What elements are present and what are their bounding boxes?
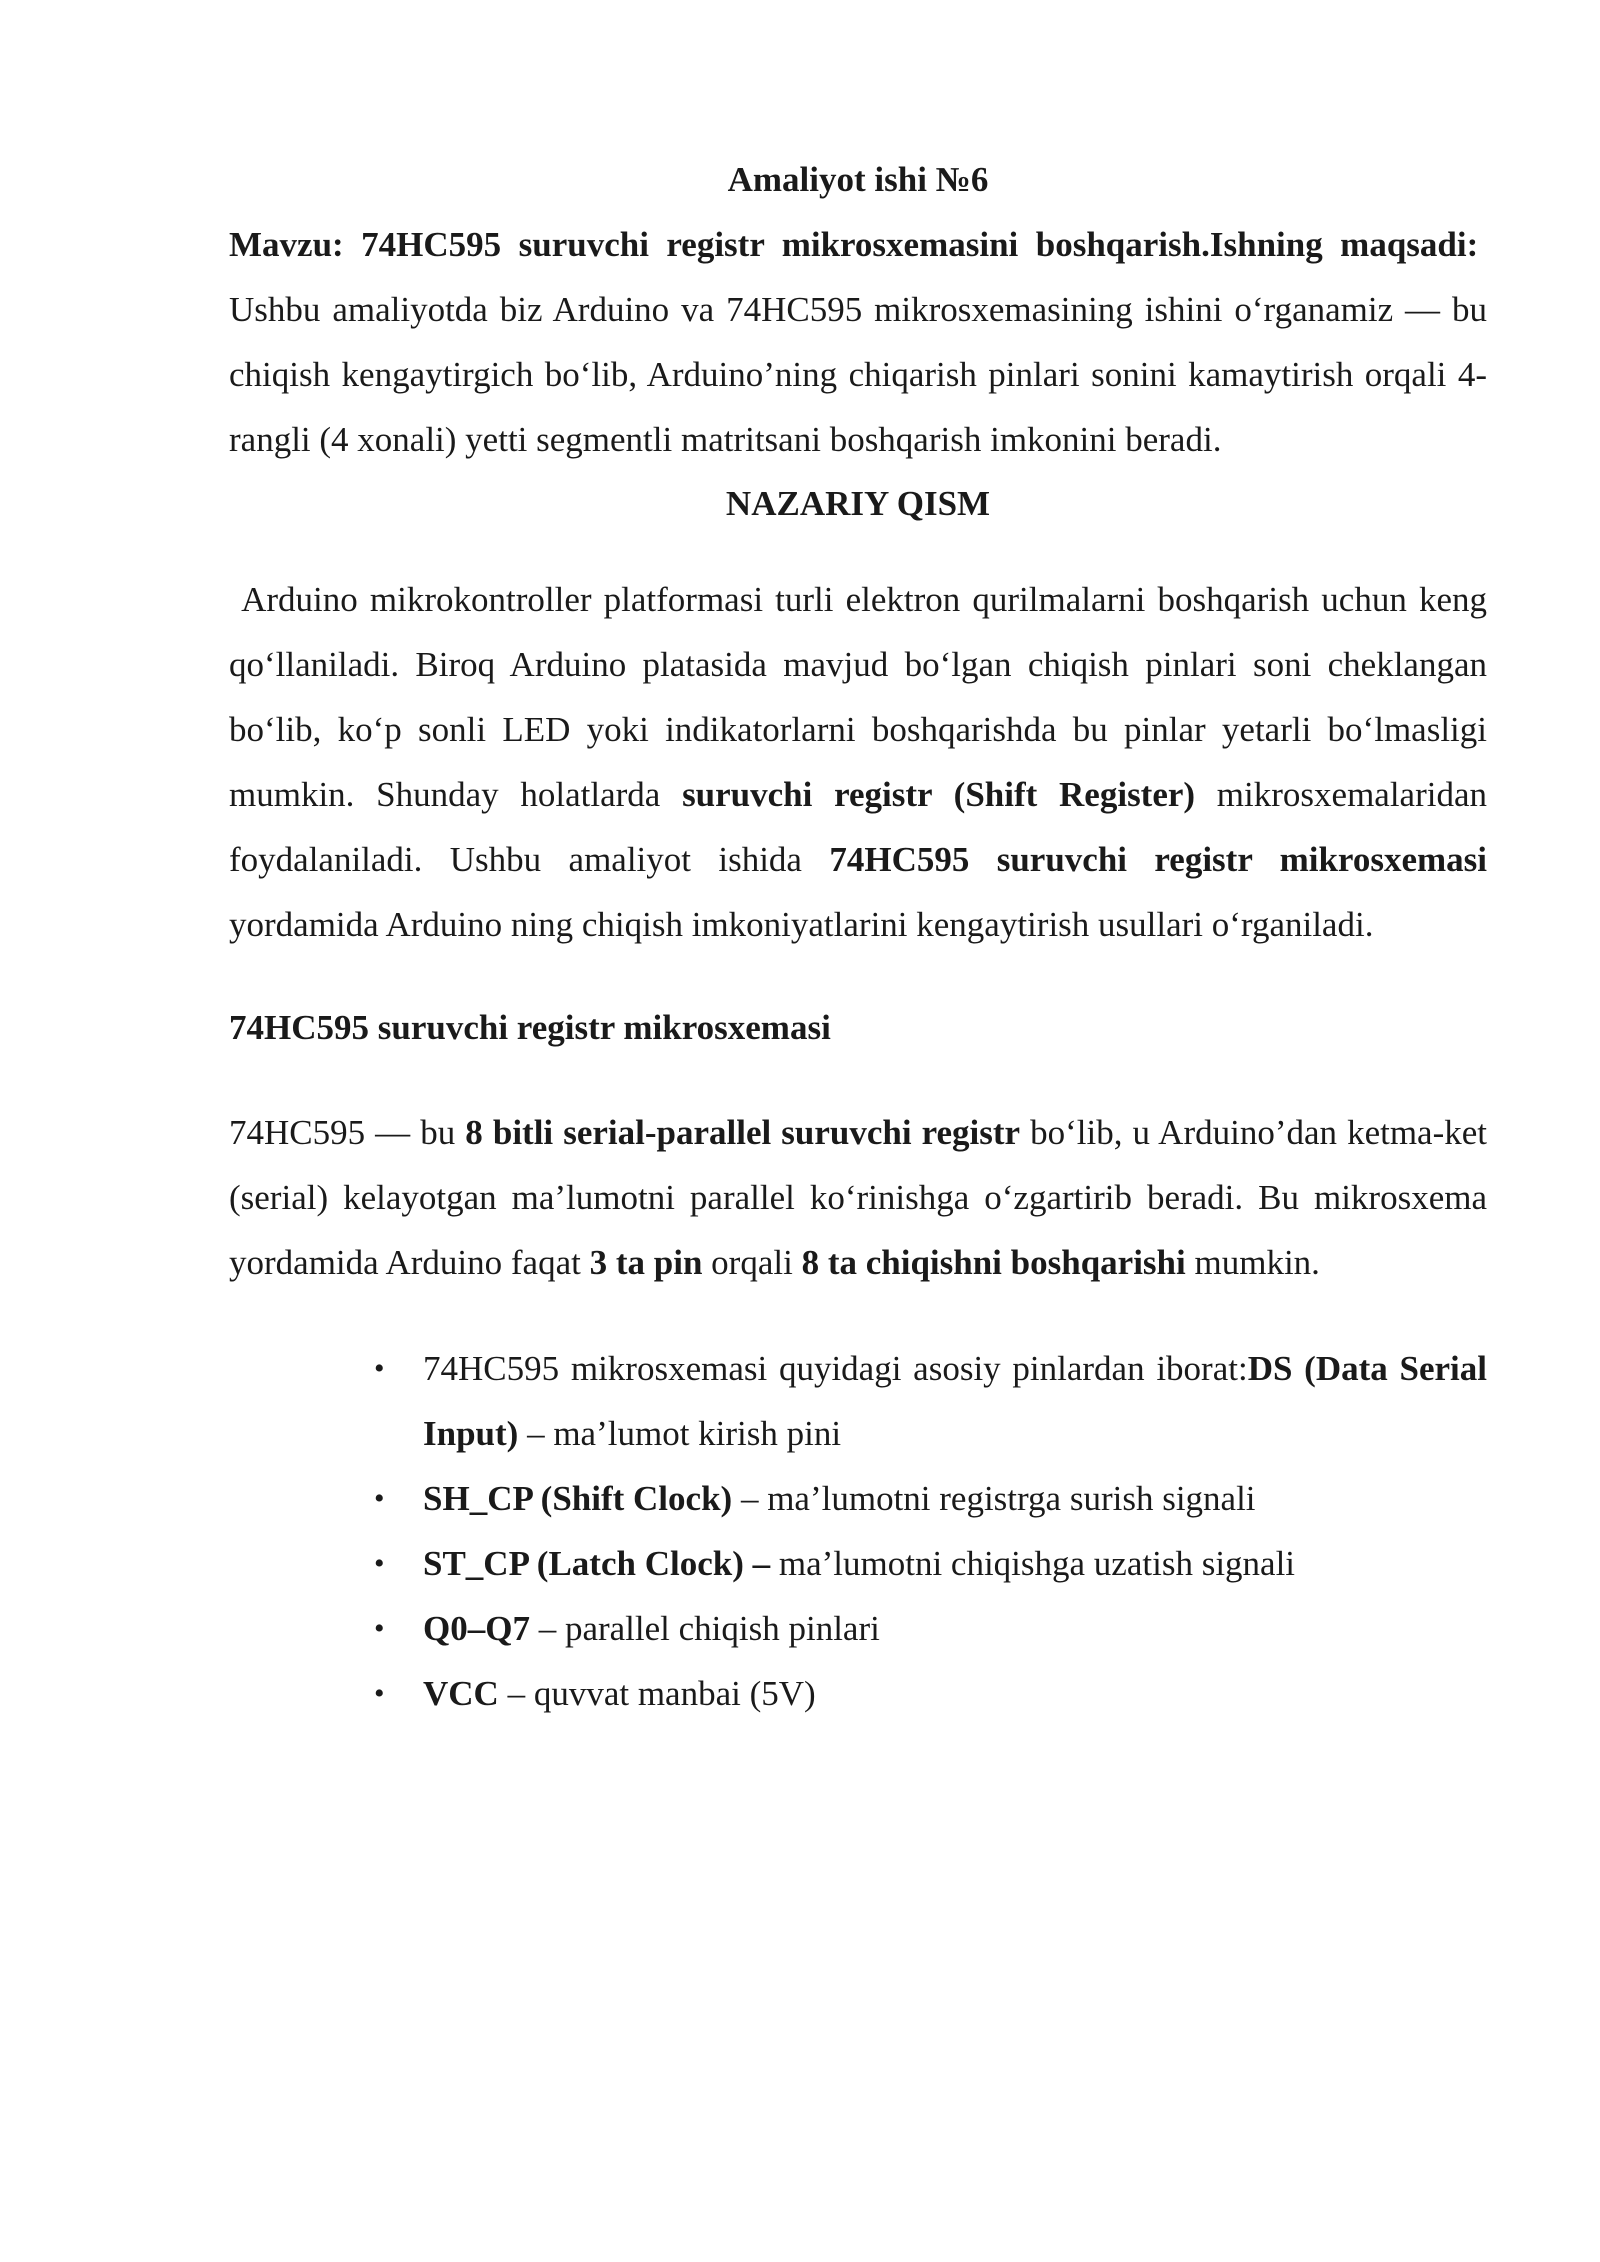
- list-item-rest: – ma’lumotni registrga surish signali: [732, 1479, 1256, 1518]
- topic-text: 74HC595 suruvchi registr mikrosxemasini boshqarish.: [361, 225, 1210, 264]
- bullet-icon: •: [374, 1612, 385, 1645]
- list-item: [374, 1466, 1487, 1531]
- desc-text-4: mumkin.: [1185, 1243, 1320, 1282]
- bullet-icon: •: [374, 1482, 385, 1515]
- list-item: [374, 1661, 1487, 1726]
- spacer: [229, 957, 1487, 996]
- desc-text-3: orqali: [702, 1243, 802, 1282]
- section-heading: NAZARIY QISM: [725, 484, 991, 523]
- list-item-rest: – parallel chiqish pinlari: [529, 1609, 880, 1648]
- list-item: [374, 1336, 1487, 1466]
- list-item-bold: ST_CP (Latch Clock) –: [423, 1544, 771, 1583]
- topic-paragraph: [229, 212, 1487, 472]
- intro-text-3: yordamida Arduino ning chiqish imkoniyatlarini kengaytirish usullari o‘rganiladi.: [229, 905, 1374, 944]
- spacer: [229, 1060, 1487, 1100]
- list-item-rest: – ma’lumot kirish pini: [518, 1414, 842, 1453]
- intro-text-2: mikrosxemalaridan foydalaniladi. Ushbu amaliyot ishida: [229, 775, 1488, 879]
- bullet-icon: •: [374, 1677, 385, 1710]
- desc-text-2: bo‘lib, u Arduino’dan ketma-ket (serial) kelayotgan ma’lumotni parallel ko‘rinishga o‘zgartirib beradi. Bu mikrosxema yordamida Arduino faqat: [229, 1113, 1488, 1282]
- list-item-bold: Q0–Q7: [423, 1609, 530, 1648]
- desc-bold-2: 3 ta pin: [589, 1243, 703, 1282]
- list-item-rest: – quvvat manbai (5V): [498, 1674, 816, 1713]
- list-item-bold: VCC: [423, 1674, 499, 1713]
- intro-bold-1: suruvchi registr (Shift Register): [682, 775, 1196, 814]
- subheading: 74HC595 suruvchi registr mikrosxemasi: [229, 1008, 831, 1047]
- list-item: [374, 1531, 1487, 1596]
- description-paragraph: [229, 1100, 1487, 1295]
- desc-text-1: 74HC595 — bu: [229, 1113, 466, 1152]
- list-item-rest: ma’lumotni chiqishga uzatish signali: [770, 1544, 1296, 1583]
- spacer: [229, 1295, 1487, 1336]
- topic-label: Mavzu:: [229, 225, 344, 264]
- document-page: [229, 148, 1487, 1726]
- list-item: [374, 1596, 1487, 1661]
- goal-label: Ishning maqsadi:: [1209, 225, 1479, 264]
- list-item-bold: SH_CP (Shift Clock): [423, 1479, 733, 1518]
- bullet-icon: •: [374, 1547, 385, 1580]
- intro-text-1: Arduino mikrokontroller platformasi turli elektron qurilmalarni boshqarish uchun keng qo‘llaniladi. Biroq Arduino platasida mavjud bo‘lgan chiqish pinlari soni cheklangan bo‘lib, ko‘p sonli LED yoki indikatorlarni boshqarishda bu pinlar yetarli bo‘lmasligi mumkin. Shunday holatlarda: [229, 580, 1487, 814]
- pin-list: [229, 1336, 1487, 1726]
- list-item-text: 74HC595 mikrosxemasi quyidagi asosiy pinlardan iborat:: [423, 1349, 1248, 1388]
- spacer: [229, 536, 1487, 567]
- document-title: Amaliyot ishi №6: [727, 160, 989, 199]
- desc-bold-3: 8 ta chiqishni boshqarishi: [801, 1243, 1186, 1282]
- goal-text: Ushbu amaliyotda biz Arduino va 74HC595 mikrosxemasining ishini o‘rganamiz — bu chiqish kengaytirgich bo‘lib, Arduino’ning chiqarish pinlari sonini kamaytirish orqali 4-rangli (4 xonali) yetti segmentli matritsani boshqarish imkonini beradi.: [229, 290, 1487, 459]
- intro-paragraph: [229, 567, 1487, 957]
- desc-bold-1: 8 bitli serial-parallel suruvchi registr: [465, 1113, 1021, 1152]
- intro-bold-2: 74HC595 suruvchi registr mikrosxemasi: [829, 840, 1487, 879]
- bullet-icon: •: [374, 1352, 385, 1385]
- list-item-bold: DS (Data Serial Input): [423, 1349, 1487, 1453]
